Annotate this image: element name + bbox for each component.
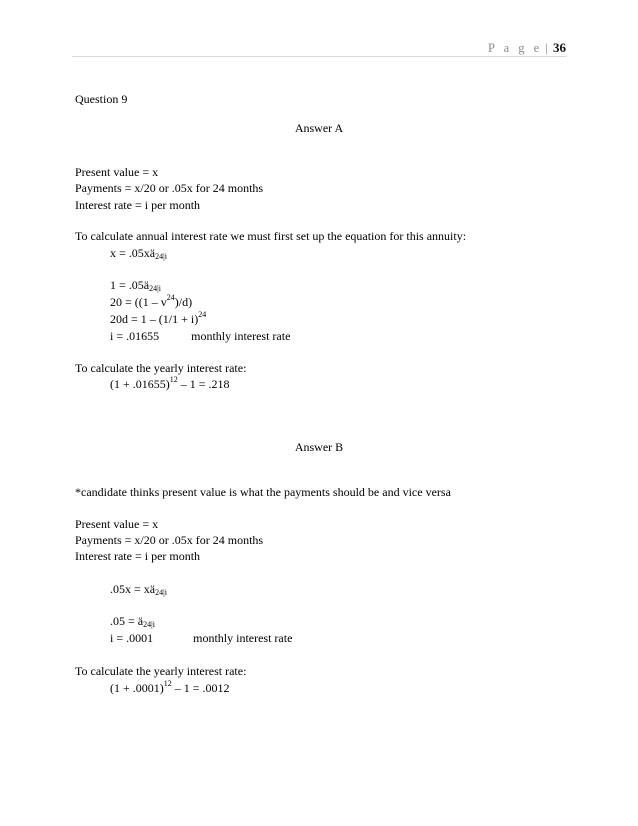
answer-a-equation-1: $x = .05xä_{24|i}$ [110,246,167,261]
answer-a-yearly-intro: To calculate the yearly interest rate: [75,361,247,375]
answer-b-yearly-intro: To calculate the yearly interest rate: [75,664,247,678]
answer-b-monthly-note: monthly interest rate [193,631,293,645]
answer-a-equation-4: $20d = 1 - (1/1 + i)^{24}$ [110,310,207,326]
answer-b-note: *candidate thinks present value is what the payments should be and vice versa [75,485,451,499]
answer-a-yearly-equation: $(1 + .01655)^{12} - 1 = .218$ [110,375,230,391]
answer-a-equation-2: $1 = .05ä_{24|i}$ [110,278,161,293]
answer-a-payments: Payments = x/20 or .05x for 24 months [75,181,264,195]
answer-b-interest-rate: Interest rate = i per month [75,549,201,563]
answer-a-intro: To calculate annual interest rate we must first set up the equation for this annuity: [75,229,467,243]
answer-a-interest-rate: Interest rate = i per month [75,198,201,212]
page-label: P a g e [488,41,543,55]
answer-a-equation-3: $20 = ((1 - v^{24})/d)$ [110,293,193,309]
answer-b-equation-1: $.05x = xä_{24|i}$ [110,582,167,597]
answer-b-heading: Answer B [294,440,344,454]
answer-b-present-value: Present value = x [75,517,159,531]
answer-b-payments: Payments = x/20 or .05x for 24 months [75,533,264,547]
page-number: 36 [553,40,566,55]
answer-a-monthly-note: monthly interest rate [191,329,291,343]
answer-a-equation-5: i = .01655 monthly interest rate [110,329,291,343]
question-title: Question 9 [75,92,128,106]
answer-b-equation-2: $.05 = ä_{24|i}$ [110,614,155,629]
answer-a-heading: Answer A [294,121,344,135]
answer-a-present-value: Present value = x [75,165,159,179]
page-separator: | [545,41,548,55]
answer-b-yearly-equation: $(1 + .0001)^{12} - 1 = .0012$ [110,679,230,695]
answer-b-equation-3: i = .0001 monthly interest rate [110,631,293,645]
header-divider [72,56,566,57]
page-header [488,40,566,56]
